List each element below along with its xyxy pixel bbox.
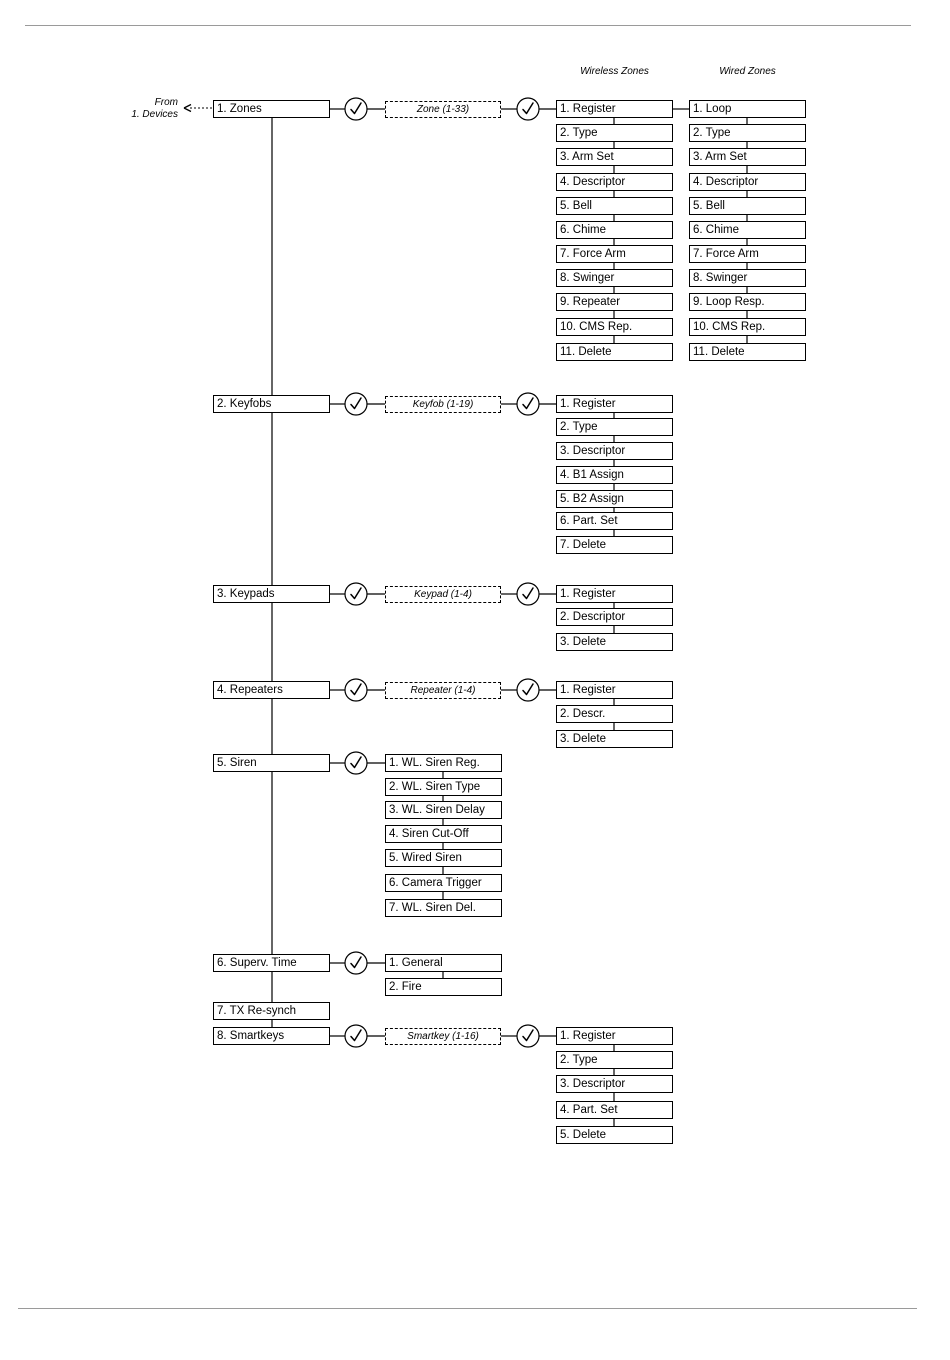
zones-item: 8. Swinger xyxy=(556,269,673,287)
zones-wired-item: 7. Force Arm xyxy=(689,245,806,263)
check-circle-icon xyxy=(345,752,367,774)
zones-wired-item: 5. Bell xyxy=(689,197,806,215)
keyfobs-item: 3. Descriptor xyxy=(556,442,673,460)
zones-wired-item: 1. Loop xyxy=(689,100,806,118)
menu-siren: 5. Siren xyxy=(213,754,330,772)
zones-item: 2. Type xyxy=(556,124,673,142)
keypads-item: 2. Descriptor xyxy=(556,608,673,626)
siren-item: 3. WL. Siren Delay xyxy=(385,801,502,819)
from-arrow-head-icon xyxy=(184,105,191,112)
keyfobs-item: 7. Delete xyxy=(556,536,673,554)
superv-time-item: 2. Fire xyxy=(385,978,502,996)
from-devices-label xyxy=(100,97,178,121)
keyfobs-item: 5. B2 Assign xyxy=(556,490,673,508)
zones-item: 4. Descriptor xyxy=(556,173,673,191)
check-circle-icon xyxy=(345,98,367,120)
zones-wired-item: 6. Chime xyxy=(689,221,806,239)
repeaters-item: 2. Descr. xyxy=(556,705,673,723)
check-circle-icon xyxy=(517,1025,539,1047)
check-circle-icon xyxy=(345,583,367,605)
zones-wired-item: 4. Descriptor xyxy=(689,173,806,191)
keypads-item: 3. Delete xyxy=(556,633,673,651)
zones-item: 11. Delete xyxy=(556,343,673,361)
zones-item: 1. Register xyxy=(556,100,673,118)
zones-wired-item: 2. Type xyxy=(689,124,806,142)
zones-item: 9. Repeater xyxy=(556,293,673,311)
menu-superv-time: 6. Superv. Time xyxy=(213,954,330,972)
menu-repeaters: 4. Repeaters xyxy=(213,681,330,699)
smartkeys-item: 5. Delete xyxy=(556,1126,673,1144)
menu-keypads: 3. Keypads xyxy=(213,585,330,603)
check-circle-icon xyxy=(517,583,539,605)
siren-item: 5. Wired Siren xyxy=(385,849,502,867)
keyfobs-item: 6. Part. Set xyxy=(556,512,673,530)
smartkeys-item: 3. Descriptor xyxy=(556,1075,673,1093)
keypads-item: 1. Register xyxy=(556,585,673,603)
keypads-selector: Keypad (1-4) xyxy=(385,586,501,603)
keyfobs-item: 1. Register xyxy=(556,395,673,413)
zones-wired-item: 8. Swinger xyxy=(689,269,806,287)
repeaters-item: 1. Register xyxy=(556,681,673,699)
keyfobs-item: 4. B1 Assign xyxy=(556,466,673,484)
superv-time-item: 1. General xyxy=(385,954,502,972)
keyfobs-selector: Keyfob (1-19) xyxy=(385,396,501,413)
siren-item: 1. WL. Siren Reg. xyxy=(385,754,502,772)
zones-item: 3. Arm Set xyxy=(556,148,673,166)
zones-wired-item: 11. Delete xyxy=(689,343,806,361)
header-wired-zones: Wired Zones xyxy=(719,66,776,77)
zones-wired-item: 3. Arm Set xyxy=(689,148,806,166)
zones-selector: Zone (1-33) xyxy=(385,101,501,118)
smartkeys-item: 4. Part. Set xyxy=(556,1101,673,1119)
zones-item: 5. Bell xyxy=(556,197,673,215)
from-label-line: From xyxy=(154,97,178,108)
repeaters-item: 3. Delete xyxy=(556,730,673,748)
siren-item: 6. Camera Trigger xyxy=(385,874,502,892)
keyfobs-item: 2. Type xyxy=(556,418,673,436)
smartkeys-item: 1. Register xyxy=(556,1027,673,1045)
menu-zones: 1. Zones xyxy=(213,100,330,118)
menu-tx-resynch: 7. TX Re-synch xyxy=(213,1002,330,1020)
check-circle-icon xyxy=(345,1025,367,1047)
menu-smartkeys: 8. Smartkeys xyxy=(213,1027,330,1045)
zones-wired-item: 10. CMS Rep. xyxy=(689,318,806,336)
check-circle-icon xyxy=(517,98,539,120)
smartkeys-item: 2. Type xyxy=(556,1051,673,1069)
siren-item: 7. WL. Siren Del. xyxy=(385,899,502,917)
zones-item: 10. CMS Rep. xyxy=(556,318,673,336)
from-label-line: 1. Devices xyxy=(131,109,178,120)
check-circle-icon xyxy=(517,393,539,415)
check-circle-icon xyxy=(517,679,539,701)
menu-keyfobs: 2. Keyfobs xyxy=(213,395,330,413)
siren-item: 2. WL. Siren Type xyxy=(385,778,502,796)
check-circle-icon xyxy=(345,679,367,701)
zones-wired-item: 9. Loop Resp. xyxy=(689,293,806,311)
header-wireless-zones: Wireless Zones xyxy=(580,66,649,77)
zones-item: 6. Chime xyxy=(556,221,673,239)
check-circle-icon xyxy=(345,393,367,415)
siren-item: 4. Siren Cut-Off xyxy=(385,825,502,843)
smartkeys-selector: Smartkey (1-16) xyxy=(385,1028,501,1045)
check-circle-icon xyxy=(345,952,367,974)
zones-item: 7. Force Arm xyxy=(556,245,673,263)
repeaters-selector: Repeater (1-4) xyxy=(385,682,501,699)
